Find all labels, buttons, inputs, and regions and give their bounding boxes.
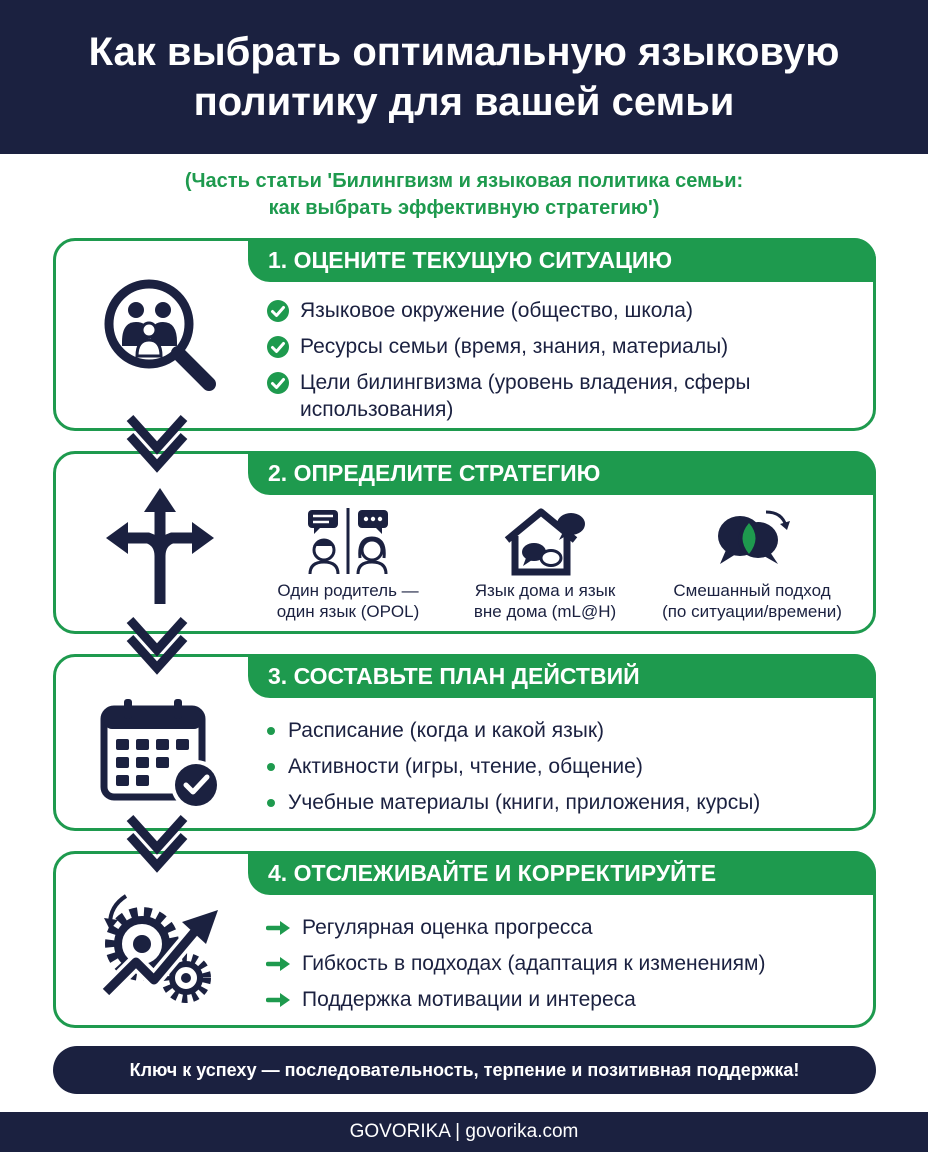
strategy-label-line: Смешанный подход: [673, 581, 831, 600]
strategy-label-line: Один родитель —: [277, 581, 419, 600]
list-item: [266, 950, 853, 977]
strategy-mlah: [455, 506, 635, 622]
subtitle: [0, 168, 928, 222]
list-item: [266, 297, 853, 324]
bullet-dot-icon: [267, 763, 275, 771]
step-card-2: [53, 451, 876, 634]
list-item-text: Гибкость в подходах (адаптация к изменениям): [302, 952, 766, 975]
strategy-mlah-label: [455, 580, 635, 622]
list-item: [266, 914, 853, 941]
list-item-text: Цели билингвизма (уровень владения, сферы использования): [300, 371, 751, 421]
gears-growth-icon: [100, 888, 224, 1008]
check-circle-icon: [266, 335, 290, 359]
check-circle-icon: [266, 371, 290, 395]
page-title-line-1: Как выбрать оптимальную языковую: [88, 30, 840, 74]
list-item-text: Языковое окружение (общество, школа): [300, 299, 693, 322]
strategy-label-line: (по ситуации/времени): [662, 602, 842, 621]
step-4-title: 4. ОТСЛЕЖИВАЙТЕ И КОРРЕКТИРУЙТЕ: [248, 851, 876, 895]
list-item-text: Расписание (когда и какой язык): [288, 719, 605, 742]
list-item: [266, 333, 853, 360]
strategy-label-line: Язык дома и язык: [474, 581, 616, 600]
list-item: [266, 753, 853, 780]
house-speech-icon: [499, 506, 591, 576]
footer: GOVORIKA | govorika.com: [0, 1112, 928, 1152]
bullet-dot-icon: [267, 799, 275, 807]
list-item: [266, 369, 853, 423]
chevron-down-icon: [126, 614, 188, 676]
list-item: [266, 717, 853, 744]
step-card-3: [53, 654, 876, 831]
chevron-down-icon: [126, 812, 188, 874]
list-item: [266, 986, 853, 1013]
header: [0, 0, 928, 154]
step-card-4: [53, 851, 876, 1028]
key-to-success-banner: Ключ к успеху — последовательность, терпение и позитивная поддержка!: [53, 1046, 876, 1094]
green-arrow-icon: [266, 918, 294, 938]
list-item-text: Регулярная оценка прогресса: [302, 916, 593, 939]
page-title-line-2: политику для вашей семьи: [193, 80, 735, 124]
chevron-down-icon: [126, 412, 188, 474]
list-item-text: Ресурсы семьи (время, знания, материалы): [300, 335, 729, 358]
step-1-title: 1. ОЦЕНИТЕ ТЕКУЩУЮ СИТУАЦИЮ: [248, 238, 876, 282]
strategy-label-line: вне дома (mL@H): [473, 602, 617, 621]
mixed-speech-bubbles-icon: [706, 506, 798, 576]
subtitle-line-1: (Часть статьи 'Билингвизм и языковая политика семьи:: [184, 170, 744, 192]
check-circle-icon: [266, 299, 290, 323]
strategy-label-line: один язык (OPOL): [276, 602, 420, 621]
step-2-title: 2. ОПРЕДЕЛИТЕ СТРАТЕГИЮ: [248, 451, 876, 495]
bullet-dot-icon: [267, 727, 275, 735]
green-arrow-icon: [266, 990, 294, 1010]
family-magnifier-icon: [101, 276, 219, 394]
list-item-text: Активности (игры, чтение, общение): [288, 755, 643, 778]
strategy-mixed-label: [662, 580, 842, 622]
step-3-title: 3. СОСТАВЬТЕ ПЛАН ДЕЙСТВИЙ: [248, 654, 876, 698]
strategy-opol-label: [258, 580, 438, 622]
strategy-mixed: [662, 506, 842, 622]
green-arrow-icon: [266, 954, 294, 974]
split-arrows-icon: [100, 486, 220, 606]
step-card-1: [53, 238, 876, 431]
step-4-list: [266, 914, 853, 1022]
step-1-list: [266, 297, 853, 432]
strategy-opol: [258, 506, 438, 622]
two-parents-speech-icon: [302, 506, 394, 576]
list-item-text: Учебные материалы (книги, приложения, курсы): [288, 791, 761, 814]
subtitle-line-2: как выбрать эффективную стратегию'): [268, 197, 660, 219]
calendar-check-icon: [100, 697, 226, 813]
step-3-list: [266, 717, 853, 825]
list-item: [266, 789, 853, 816]
list-item-text: Поддержка мотивации и интереса: [302, 988, 636, 1011]
